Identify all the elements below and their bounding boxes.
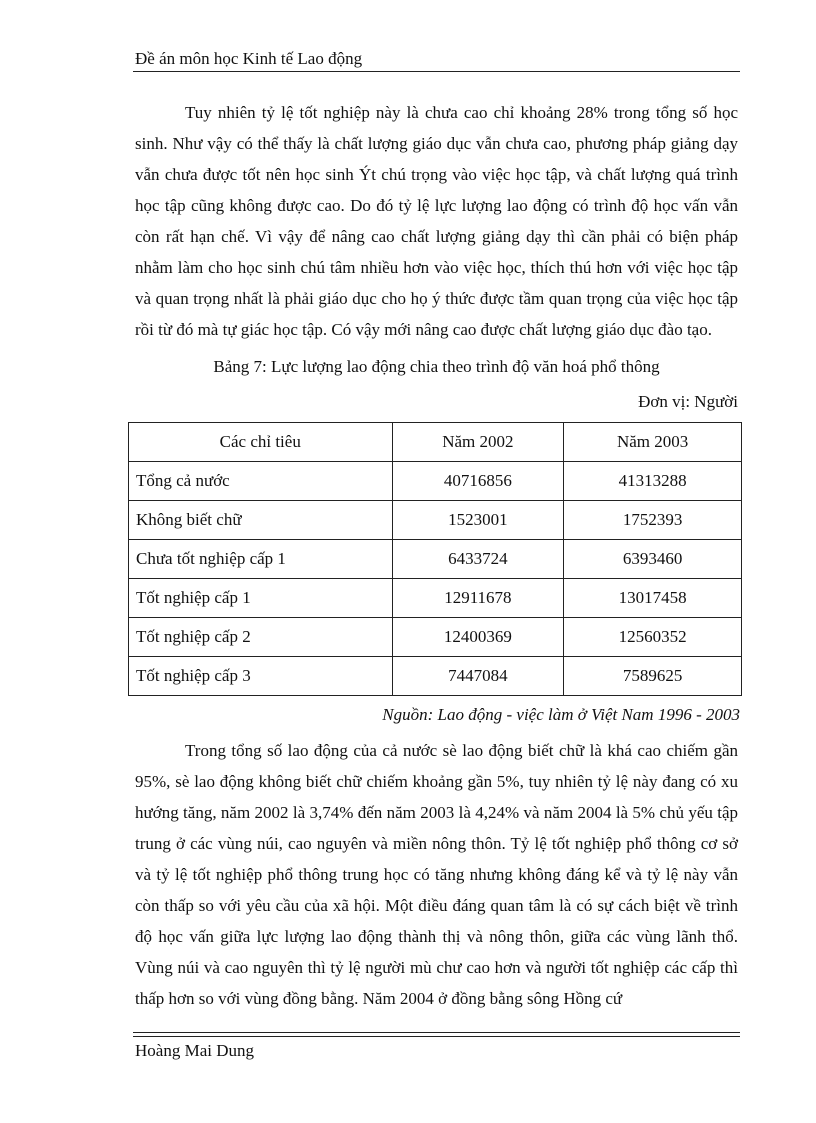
column-header-indicator: Các chỉ tiêu — [129, 423, 393, 462]
table-row — [129, 618, 742, 657]
table-row — [129, 579, 742, 618]
row-label: Tốt nghiệp cấp 2 — [129, 618, 393, 657]
value-2002: 12400369 — [392, 618, 564, 657]
row-label: Tốt nghiệp cấp 1 — [129, 579, 393, 618]
header-title: Đề án môn học Kinh tế Lao động — [135, 49, 363, 68]
footer-divider — [133, 1032, 740, 1033]
table-unit: Đơn vị: Người — [638, 392, 738, 411]
education-level-table — [128, 422, 742, 696]
footer-divider-double — [133, 1036, 740, 1037]
value-2002: 7447084 — [392, 657, 564, 696]
value-2003: 1752393 — [564, 501, 742, 540]
value-2002: 12911678 — [392, 579, 564, 618]
row-label: Tốt nghiệp cấp 3 — [129, 657, 393, 696]
column-header-2002: Năm 2002 — [392, 423, 564, 462]
row-label: Tổng cả nước — [129, 462, 393, 501]
table-row — [129, 540, 742, 579]
paragraph-intro: Tuy nhiên tỷ lệ tốt nghiệp này là chưa cao chỉ khoảng 28% trong tổng số học sinh. Như vậy có thể thấy là chất lượng giáo dục vẫn chưa cao, phương pháp giảng dạy vẫn chưa được tốt nên học sinh Ýt chú trọng vào việc học tập, và chất lượng quá trình học tập cũng không được cao. Do đó tỷ lệ lực lượng lao động có trình độ học vấn vẫn còn rất hạn chế. Vì vậy để nâng cao chất lượng giảng dạy thì cần phải có biện pháp nhằm làm cho học sinh chú tâm nhiều hơn vào việc học, thích thú hơn với việc học tập và quan trọng nhất là phải giáo dục cho họ ý thức được tầm quan trọng của việc học tập rồi từ đó mà tự giác học tập. Có vậy mới nâng cao được chất lượng giáo dục đào tạo. — [135, 103, 738, 339]
table-row — [129, 657, 742, 696]
value-2002: 6433724 — [392, 540, 564, 579]
row-label: Không biết chữ — [129, 501, 393, 540]
table-header-row — [129, 423, 742, 462]
header-divider — [133, 71, 740, 72]
row-label: Chưa tốt nghiệp cấp 1 — [129, 540, 393, 579]
value-2003: 6393460 — [564, 540, 742, 579]
table-row — [129, 501, 742, 540]
value-2003: 13017458 — [564, 579, 742, 618]
table-row — [129, 462, 742, 501]
value-2003: 7589625 — [564, 657, 742, 696]
paragraph-analysis: Trong tổng số lao động của cả nước sè lao động biết chữ là khá cao chiếm gần 95%, sè lao động không biết chữ chiếm khoảng gần 5%, tuy nhiên tỷ lệ này đang có xu hướng tăng, năm 2002 là 3,74% đến năm 2003 là 4,24% và năm 2004 là 5% chủ yếu tập trung ở các vùng núi, cao nguyên và miền nông thôn. Tỷ lệ tốt nghiệp phổ thông cơ sở và tỷ lệ tốt nghiệp phổ thông trung học có tăng nhưng không đáng kể và tỷ lệ này vẫn còn thấp so với yêu cầu của xã hội. Một điều đáng quan tâm là có sự cách biệt về trình độ học vấn giữa lực lượng lao động thành thị và nông thôn, giữa các vùng lãnh thổ. Vùng núi và cao nguyên thì tỷ lệ người mù chư cao hơn và người tốt nghiệp các cấp thì thấp hơn so với vùng đồng bằng. Năm 2004 ở đồng bằng sông Hồng cứ — [135, 741, 738, 1008]
column-header-2003: Năm 2003 — [564, 423, 742, 462]
value-2002: 1523001 — [392, 501, 564, 540]
footer-author: Hoàng Mai Dung — [135, 1041, 254, 1060]
value-2003: 41313288 — [564, 462, 742, 501]
value-2002: 40716856 — [392, 462, 564, 501]
table-caption: Bảng 7: Lực lượng lao động chia theo trình độ văn hoá phổ thông — [213, 357, 660, 376]
table-source: Nguồn: Lao động - việc làm ở Việt Nam 1996 - 2003 — [382, 705, 740, 724]
value-2003: 12560352 — [564, 618, 742, 657]
